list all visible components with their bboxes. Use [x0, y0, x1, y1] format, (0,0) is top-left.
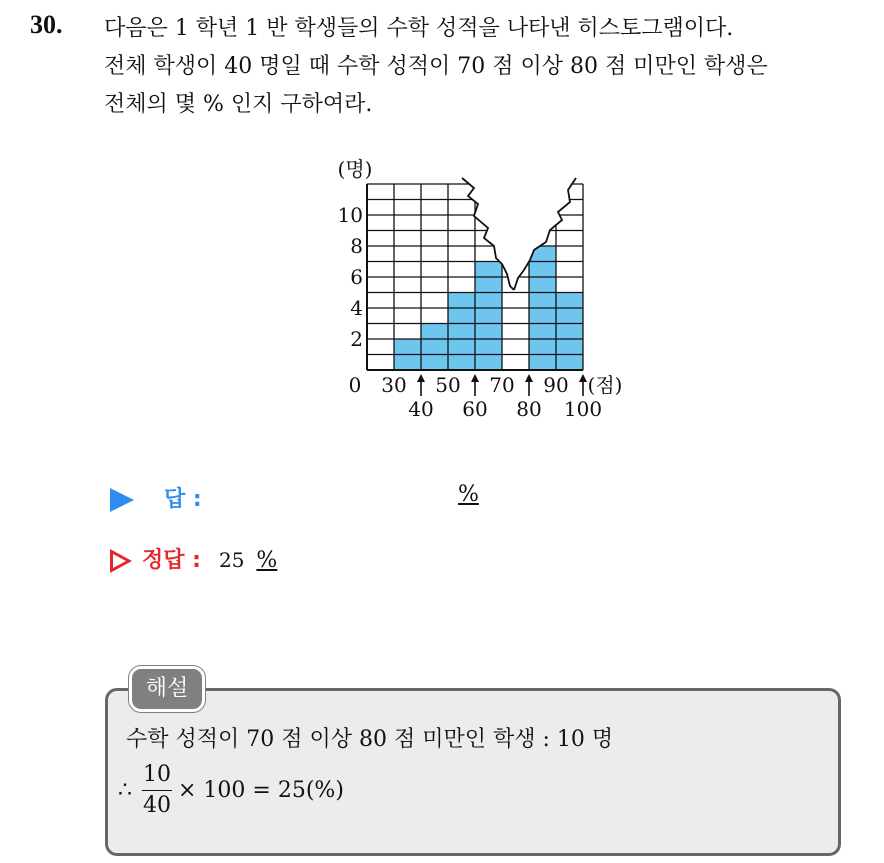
up-arrow-icon: [417, 374, 425, 382]
fraction-numerator: 10: [143, 762, 171, 787]
therefore-symbol: ∴: [118, 778, 132, 803]
formula-rest: × 100 = 25(%): [178, 778, 344, 803]
up-arrow-icon: [525, 374, 533, 382]
question-number: 30.: [30, 10, 63, 39]
fraction-denominator: 40: [143, 793, 171, 818]
play-arrow-icon: [110, 488, 134, 512]
question-line: 다음은 1 학년 1 반 학생들의 수학 성적을 나타낸 히스토그램이다.: [104, 16, 734, 41]
answer-row: [110, 482, 202, 513]
solution-tag: 해설: [129, 666, 205, 712]
solution-formula: [118, 760, 344, 821]
correct-answer-row: [110, 543, 277, 574]
outline-arrow-icon: [110, 549, 132, 573]
solution-line: 수학 성적이 70 점 이상 80 점 미만인 학생 : 10 명: [126, 727, 614, 752]
histogram-bar: [556, 293, 583, 371]
correct-unit: %: [256, 548, 278, 573]
y-tick-label: 8: [350, 234, 363, 258]
question-line: 전체 학생이 40 명일 때 수학 성적이 70 점 이상 80 점 미만인 학생은: [104, 54, 768, 79]
x-tick-label: 100: [563, 397, 603, 421]
x-tick-label: 30: [381, 373, 407, 397]
x-tick-label: 0: [348, 373, 362, 397]
x-tick-label: 60: [462, 397, 488, 421]
x-tick-label: 80: [516, 397, 542, 421]
x-tick-label: 50: [435, 373, 461, 397]
y-tick-label: 2: [350, 327, 363, 351]
fraction: [142, 760, 172, 821]
y-axis-unit: (명): [337, 157, 373, 181]
up-arrow-icon: [579, 374, 587, 382]
y-tick-label: 6: [350, 265, 363, 289]
x-tick-label: 70: [489, 373, 515, 397]
histogram-bar: [421, 324, 448, 371]
x-tick-label: 90: [543, 373, 569, 397]
answer-label: 답 :: [164, 487, 202, 512]
histogram-chart: [322, 150, 642, 435]
question-line: 전체의 몇 % 인지 구하여라.: [104, 92, 373, 117]
histogram-bar: [448, 293, 475, 371]
histogram-bar: [475, 262, 502, 371]
question-text: [104, 10, 874, 124]
correct-label: 정답 :: [142, 548, 201, 573]
x-tick-label: 40: [408, 397, 434, 421]
correct-value: 25: [218, 548, 245, 572]
answer-unit[interactable]: %: [458, 482, 479, 507]
y-tick-label: 4: [350, 296, 363, 320]
y-tick-label: 10: [337, 203, 363, 227]
up-arrow-icon: [471, 374, 479, 382]
x-axis-unit: (점): [587, 373, 623, 397]
